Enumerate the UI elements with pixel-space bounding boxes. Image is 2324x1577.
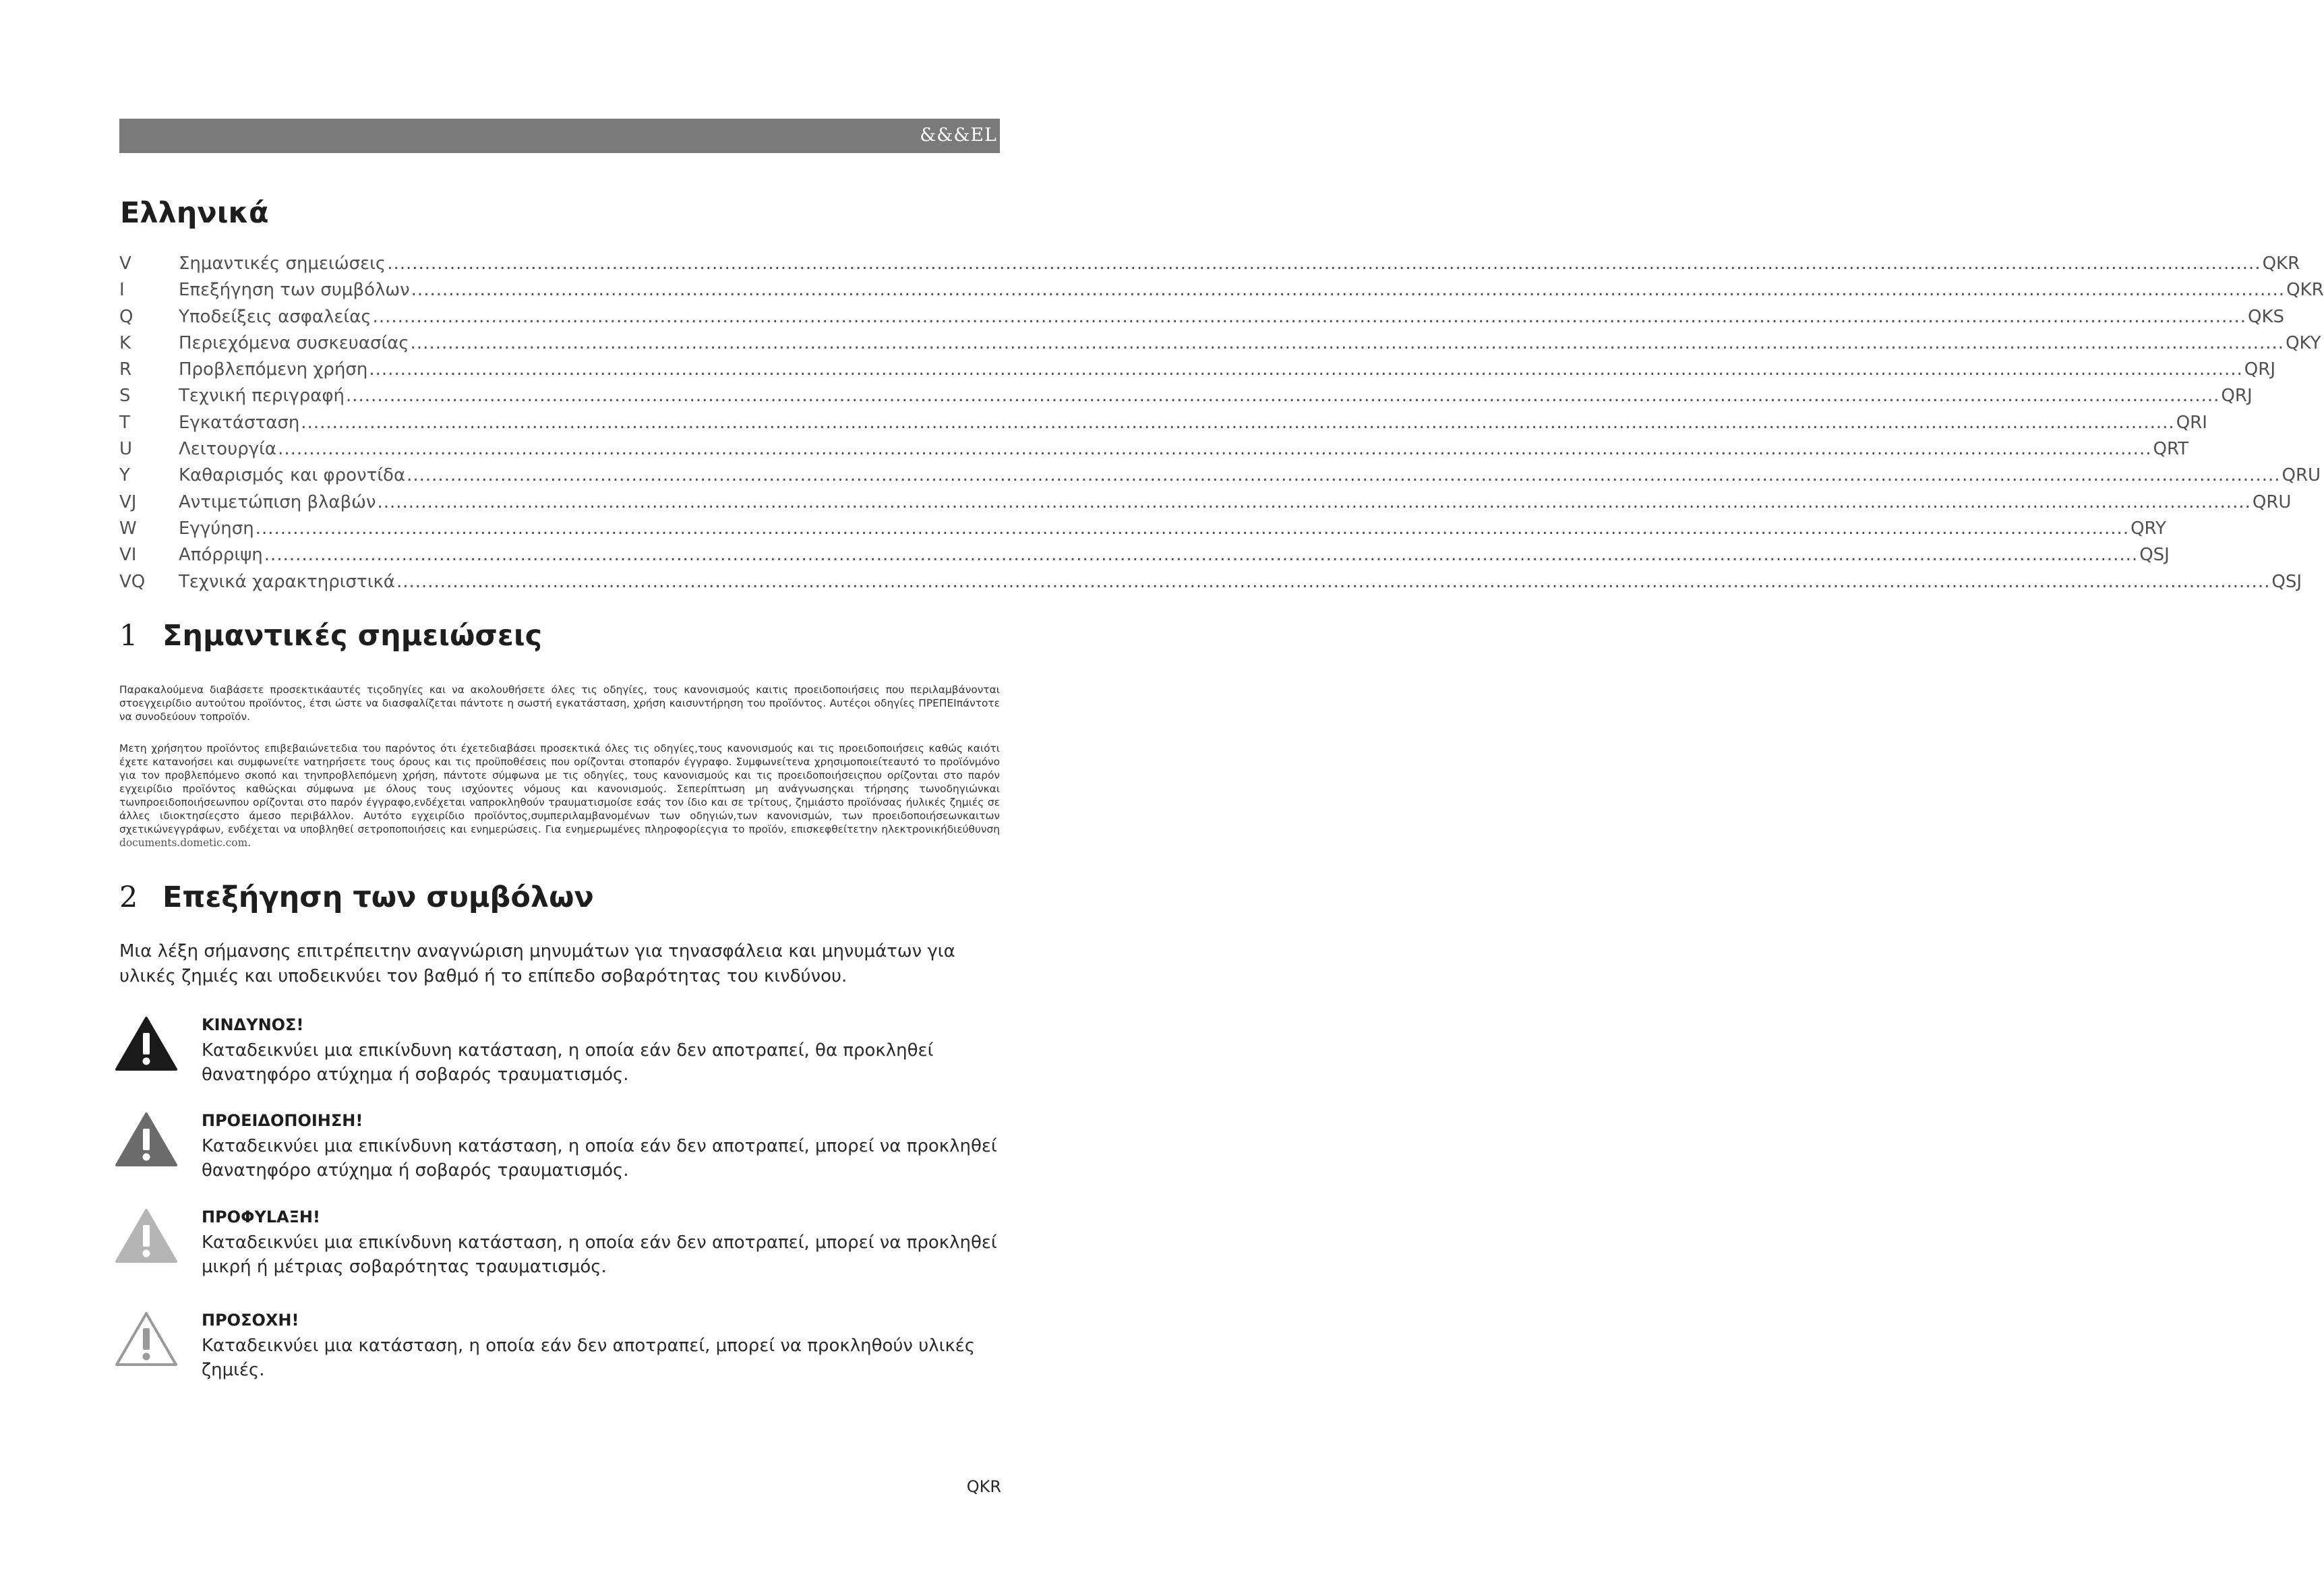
toc-number: W: [119, 518, 137, 539]
toc-title: Τεχνική περιγραφή: [179, 386, 345, 407]
danger-description: Καταδεικνύει μια επικίνδυνη κατάσταση, η οποία εάν δεν αποτραπεί, θα προκληθεί θανατηφόρο ατύχημα ή σοβαρός τραυματισμός.: [202, 1040, 934, 1085]
toc-leader-dots: ............................................................................................................................................................................................................................................................................................................: [377, 492, 2251, 512]
toc-leader-dots: ............................................................................................................................................................................................................................................................................................................: [264, 545, 2139, 566]
toc-leader-dots: ............................................................................................................................................................................................................................................................................................................: [411, 280, 2286, 301]
toc-leader-dots: ............................................................................................................................................................................................................................................................................................................: [372, 306, 2247, 327]
notice-label: ΠΡΟΣΟΧΗ!: [202, 1311, 299, 1330]
toc-row: [119, 386, 2253, 412]
toc-page: QRI: [2176, 412, 2207, 433]
toc-number: T: [119, 412, 130, 433]
toc-row: [119, 254, 2300, 280]
toc-title: Επεξήγηση των συμβόλων: [179, 280, 410, 301]
toc-page: QKS: [2248, 306, 2285, 327]
section-1-paragraph-2: [119, 742, 1000, 850]
language-code: &&&EL: [920, 125, 997, 146]
toc-page: QRJ: [2244, 359, 2275, 380]
page-number: QKR: [966, 1477, 1001, 1496]
toc-leader-dots: ............................................................................................................................................................................................................................................................................................................: [301, 412, 2175, 433]
warning-label: ΠΡΟΕΙΔΟΠΟΙΗΣΗ!: [202, 1111, 363, 1130]
caution-description: Καταδεικνύει μια επικίνδυνη κατάσταση, η οποία εάν δεν αποτραπεί, μπορεί να προκληθεί μικρή ή μέτριας σοβαρότητας τραυματισμός.: [202, 1232, 997, 1277]
toc-page: QSJ: [2271, 571, 2302, 592]
toc-number: I: [119, 280, 125, 301]
notice-icon: [115, 1311, 178, 1367]
toc-page: QKY: [2286, 332, 2321, 353]
toc-leader-dots: ............................................................................................................................................................................................................................................................................................................: [407, 465, 2281, 486]
caution-icon: [115, 1208, 178, 1264]
danger-label: ΚΙΝΔΥΝΟΣ!: [202, 1015, 304, 1034]
caution-icon-dot: [143, 1250, 150, 1257]
warning-icon: [115, 1111, 178, 1168]
toc-title: Λειτουργία: [179, 439, 277, 460]
toc-number: V: [119, 254, 131, 274]
toc-row: [119, 518, 2166, 545]
toc-row: [119, 571, 2302, 598]
toc-number: R: [119, 359, 132, 380]
danger-icon-bar: [143, 1033, 150, 1054]
toc-number: K: [119, 332, 131, 353]
page-title: Ελληνικά: [120, 196, 269, 230]
notice-description: Καταδεικνύει μια κατάσταση, η οποία εάν δεν αποτραπεί, μπορεί να προκληθούν υλικές ζημιές.: [202, 1336, 976, 1380]
toc-title: Υποδείξεις ασφαλείας: [179, 306, 371, 327]
toc-leader-dots: ............................................................................................................................................................................................................................................................................................................: [369, 359, 2243, 380]
notice-icon-bar: [143, 1328, 150, 1350]
toc-title: Εγγύηση: [179, 518, 254, 539]
toc-title: Περιεχόμενα συσκευασίας: [179, 332, 409, 353]
toc-row: [119, 439, 2189, 465]
paragraph-end: .: [247, 837, 251, 849]
toc-leader-dots: ............................................................................................................................................................................................................................................................................................................: [396, 571, 2271, 592]
toc-page: QKR: [2262, 254, 2300, 274]
toc-title: Αντιμετώπιση βλαβών: [179, 492, 376, 512]
warning-description: Καταδεικνύει μια επικίνδυνη κατάσταση, η οποία εάν δεν αποτραπεί, μπορεί να προκληθεί θανατηφόρο ατύχημα ή σοβαρός τραυματισμός.: [202, 1136, 997, 1181]
toc-title: Προβλεπόμενη χρήση: [179, 359, 368, 380]
toc-leader-dots: ............................................................................................................................................................................................................................................................................................................: [278, 439, 2152, 460]
toc-leader-dots: ............................................................................................................................................................................................................................................................................................................: [387, 254, 2261, 274]
toc-page: QRU: [2252, 492, 2292, 512]
toc-page: QKR: [2286, 280, 2324, 301]
toc-number: Q: [119, 306, 133, 327]
toc-page: QRT: [2153, 439, 2189, 460]
toc-number: U: [119, 439, 133, 460]
warning-icon-bar: [143, 1129, 150, 1150]
toc-page: QRY: [2131, 518, 2166, 539]
toc-row: [119, 545, 2170, 571]
toc-leader-dots: ............................................................................................................................................................................................................................................................................................................: [255, 518, 2130, 539]
section-1-heading: [119, 619, 542, 653]
toc-title: Απόρριψη: [179, 545, 263, 566]
notice-icon-dot: [143, 1353, 150, 1361]
section-2-title: Επεξήγηση των συμβόλων: [162, 881, 594, 914]
section-1-paragraph-1: Παρακαλούμενα διαβάσετε προσεκτικάαυτές τιςοδηγίες και να ακολουθήσετε όλες τις οδηγίες, τους κανονισμούς καιτις προειδοποιήσεις που περιλαμβάνονται στοεγχειρίδιο αυτούτου προϊόντος, έτσι ώστε να διασφαλίζεται πάντοτε η σωστή εγκατάσταση, χρήση καισυντήρηση του προϊόντος. Αυτέςοι οδηγίες ΠΡΕΠΕΙπάντοτε να συνοδεύουν τοπροϊόν.: [119, 684, 1000, 723]
toc-title: Σημαντικές σημειώσεις: [179, 254, 386, 274]
toc-number: VI: [119, 545, 137, 566]
toc-number: Y: [119, 465, 130, 486]
caution-icon-bar: [143, 1225, 150, 1247]
danger-icon: [115, 1015, 178, 1072]
toc-page: QSJ: [2139, 545, 2170, 566]
section-2-intro: Μια λέξη σήμανσης επιτρέπειτην αναγνώριση μηνυμάτων για τηνασφάλεια και μηνυμάτων για υλικές ζημιές και υποδεικνύει τον βαθμό ή το επίπεδο σοβαρότητας του κινδύνου.: [119, 941, 955, 986]
warning-icon-dot: [143, 1154, 150, 1161]
toc-row: [119, 280, 2324, 306]
header-bar: [119, 119, 1000, 153]
toc-row: [119, 306, 2285, 333]
toc-page: QRU: [2282, 465, 2321, 486]
toc-title: Τεχνικά χαρακτηριστικά: [179, 571, 395, 592]
toc-row: [119, 492, 2292, 518]
toc-leader-dots: ............................................................................................................................................................................................................................................................................................................: [410, 332, 2285, 353]
toc-title: Καθαρισμός και φροντίδα: [179, 465, 406, 486]
section-1-paragraph-2-text: Μετη χρήσητου προϊόντος επιβεβαιώνετεδια του παρόντος ότι έχετεδιαβάσει προσεκτικά όλες τις οδηγίες,τους κανονισμούς και τις προειδοποιήσεις καθώς καιότι έχετε κατανοήσει και συμφωνείτε νατηρήσετε τους όρους και τις προϋποθέσεις που ορίζονται στοπαρόν έγγραφο. Συμφωνείτενα χρησιμοποιείτεαυτό το προϊόνμόνο για τον προβλεπόμενο σκοπό και τηνπροβλεπόμενη χρήση, πάντοτε σύμφωνα με τις οδηγίες, τους κανονισμούς και τις προειδοποιήσειςπου ορίζονται στο παρόν εγχειρίδιο προϊόντος καθώςκαι σύμφωνα με όλους τους ισχύοντες νόμους και κανονισμούς. Σεπερίπτωση μη ανάγνωσηςκαι τήρησης τωνοδηγιώνκαι τωνπροειδοποιήσεωνπου ορίζονται στο παρόν έγγραφο,ενδέχεται ναπροκληθούν τραυματισμοίσε εσάς τον ίδιο και σε τρίτους, ζημιάστο προϊόνσας ήυλικές ζημιές σε άλλες ιδιοκτησίεςστο άμεσο περιβάλλον. Αυτότο εγχειρίδιο προϊόντος,συμπεριλαμβανομένων των οδηγιών,των κανονισμών, των προειδοποιήσεωνκαιτων σχετικώνεγγράφων, ενδέχεται να υποβληθεί σετροποποιήσεις και ενημερώσεις. Για ενημερωμένες πληροφορίεςγια το προϊόν, επισκεφθείτετην ηλεκτρονικήδιεύθυνση: [119, 742, 1000, 835]
toc-leader-dots: ............................................................................................................................................................................................................................................................................................................: [346, 386, 2220, 407]
section-1-title: Σημαντικές σημειώσεις: [162, 619, 543, 653]
caution-label: ΠΡΟΦYLAΞΗ!: [202, 1208, 320, 1226]
toc-number: VJ: [119, 492, 137, 512]
danger-icon-dot: [143, 1058, 150, 1065]
documents-link[interactable]: documents.dometic.com: [119, 837, 248, 849]
section-2-number: 2: [119, 881, 138, 914]
toc-number: S: [119, 386, 131, 407]
toc-row: [119, 465, 2321, 492]
table-of-contents: [119, 254, 2324, 598]
section-2-heading: [119, 881, 594, 914]
toc-title: Εγκατάσταση: [179, 412, 300, 433]
toc-number: VQ: [119, 571, 146, 592]
toc-row: [119, 359, 2275, 386]
section-1-number: 1: [119, 619, 138, 653]
toc-page: QRJ: [2221, 386, 2253, 407]
toc-row: [119, 332, 2321, 359]
toc-row: [119, 412, 2207, 439]
